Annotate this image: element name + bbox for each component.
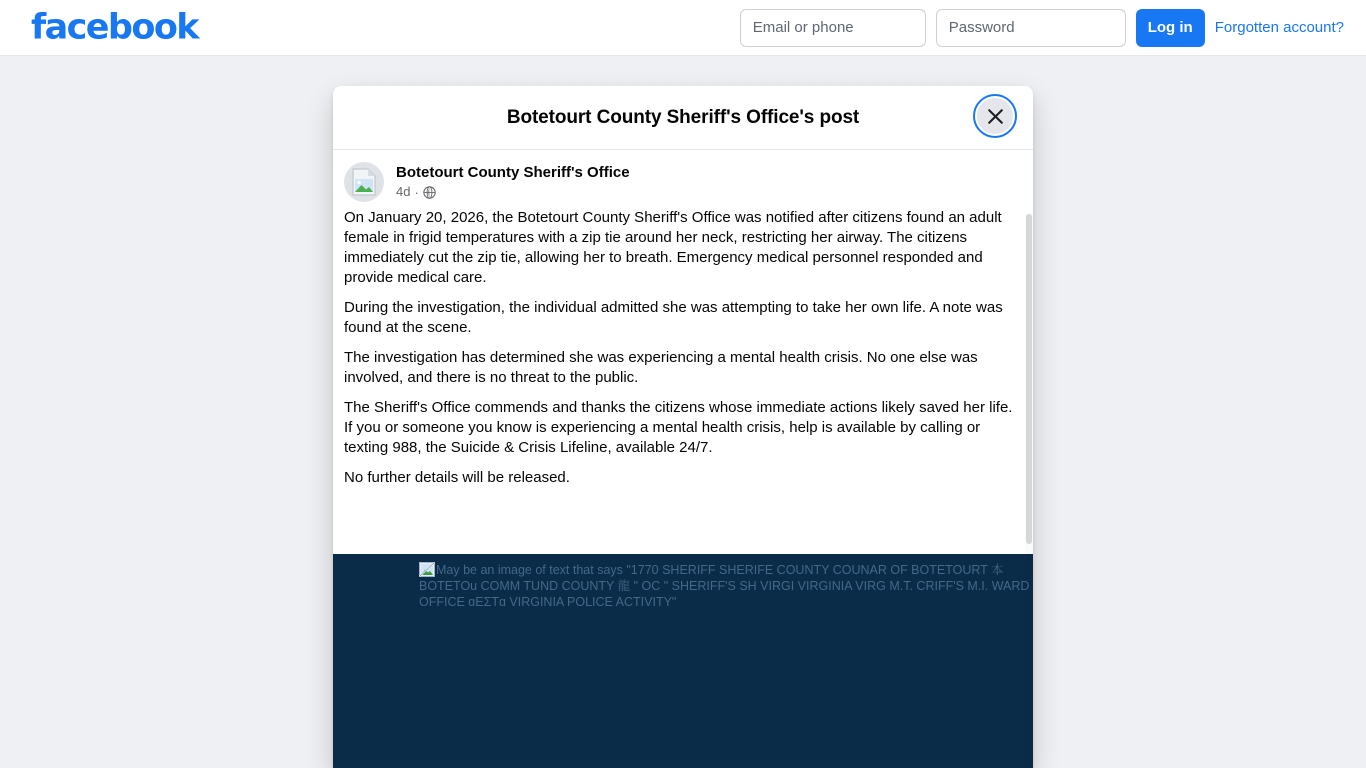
post-meta	[396, 184, 630, 200]
post-modal-dialog	[333, 86, 1033, 768]
post-timestamp[interactable]: 4d	[396, 184, 411, 199]
close-icon[interactable]	[977, 98, 1013, 134]
post-body-text	[333, 202, 1033, 488]
log-in-button[interactable]: Log in	[1136, 9, 1205, 47]
site-header	[0, 0, 1366, 56]
post-paragraph: On January 20, 2026, the Botetourt County Sheriff's Office was notified after citizens found an adult female in frigid temperatures with a zip tie around her neck, restricting her airway. The citizens immediately cut the zip tie, allowing her to breath. Emergency medical personnel responded and provide medical care.	[344, 209, 1002, 286]
password-input[interactable]	[936, 9, 1126, 47]
forgotten-account-link[interactable]: Forgotten account?	[1214, 19, 1344, 36]
modal-scrollbar-thumb[interactable]	[1026, 214, 1032, 544]
facebook-logo[interactable]: facebook	[31, 7, 198, 47]
broken-image-icon	[419, 562, 435, 577]
broken-image-alt-text	[333, 554, 1033, 610]
post-author-header	[333, 150, 1033, 202]
modal-title: Botetourt County Sheriff's Office's post	[506, 106, 860, 128]
meta-separator: ·	[414, 184, 419, 200]
post-paragraph: No further details will be released.	[344, 469, 570, 486]
modal-scrollbar[interactable]	[1025, 214, 1033, 768]
post-paragraph: The investigation has determined she was experiencing a mental health crisis. No one else was involved, and there is no threat to the public.	[344, 349, 978, 386]
modal-header	[333, 86, 1033, 150]
post-paragraph: During the investigation, the individual admitted she was attempting to take her own life. A note was found at the scene.	[344, 299, 1003, 336]
post-author-name[interactable]: Botetourt County Sheriff's Office	[396, 164, 630, 181]
modal-body	[333, 150, 1033, 768]
email-or-phone-input[interactable]	[740, 9, 926, 47]
avatar[interactable]	[344, 162, 384, 202]
post-image[interactable]	[333, 554, 1033, 768]
login-form	[740, 9, 1344, 47]
broken-image-alt-string: May be an image of text that says "1770 SHERIFF SHERIFE COUNTY COUNAR OF BOTETOURT 本 BOTETOu COMM TUND COUNTY 龍 " OC " SHERIFF'S SH VIRGI VIRGINIA VIRG M.T. CRIFF'S M.I. WARD OFFICE ɑΕΣΤɑ VIRGINIA POLICE ACTIVITY"	[419, 563, 1030, 609]
globe-icon	[423, 186, 436, 199]
post-author-info	[396, 162, 630, 200]
post-paragraph: The Sheriff's Office commends and thanks the citizens whose immediate actions likely saved her life. If you or someone you know is experiencing a mental health crisis, help is available by calling or texting 988, the Suicide & Crisis Lifeline, available 24/7.	[344, 399, 1013, 456]
